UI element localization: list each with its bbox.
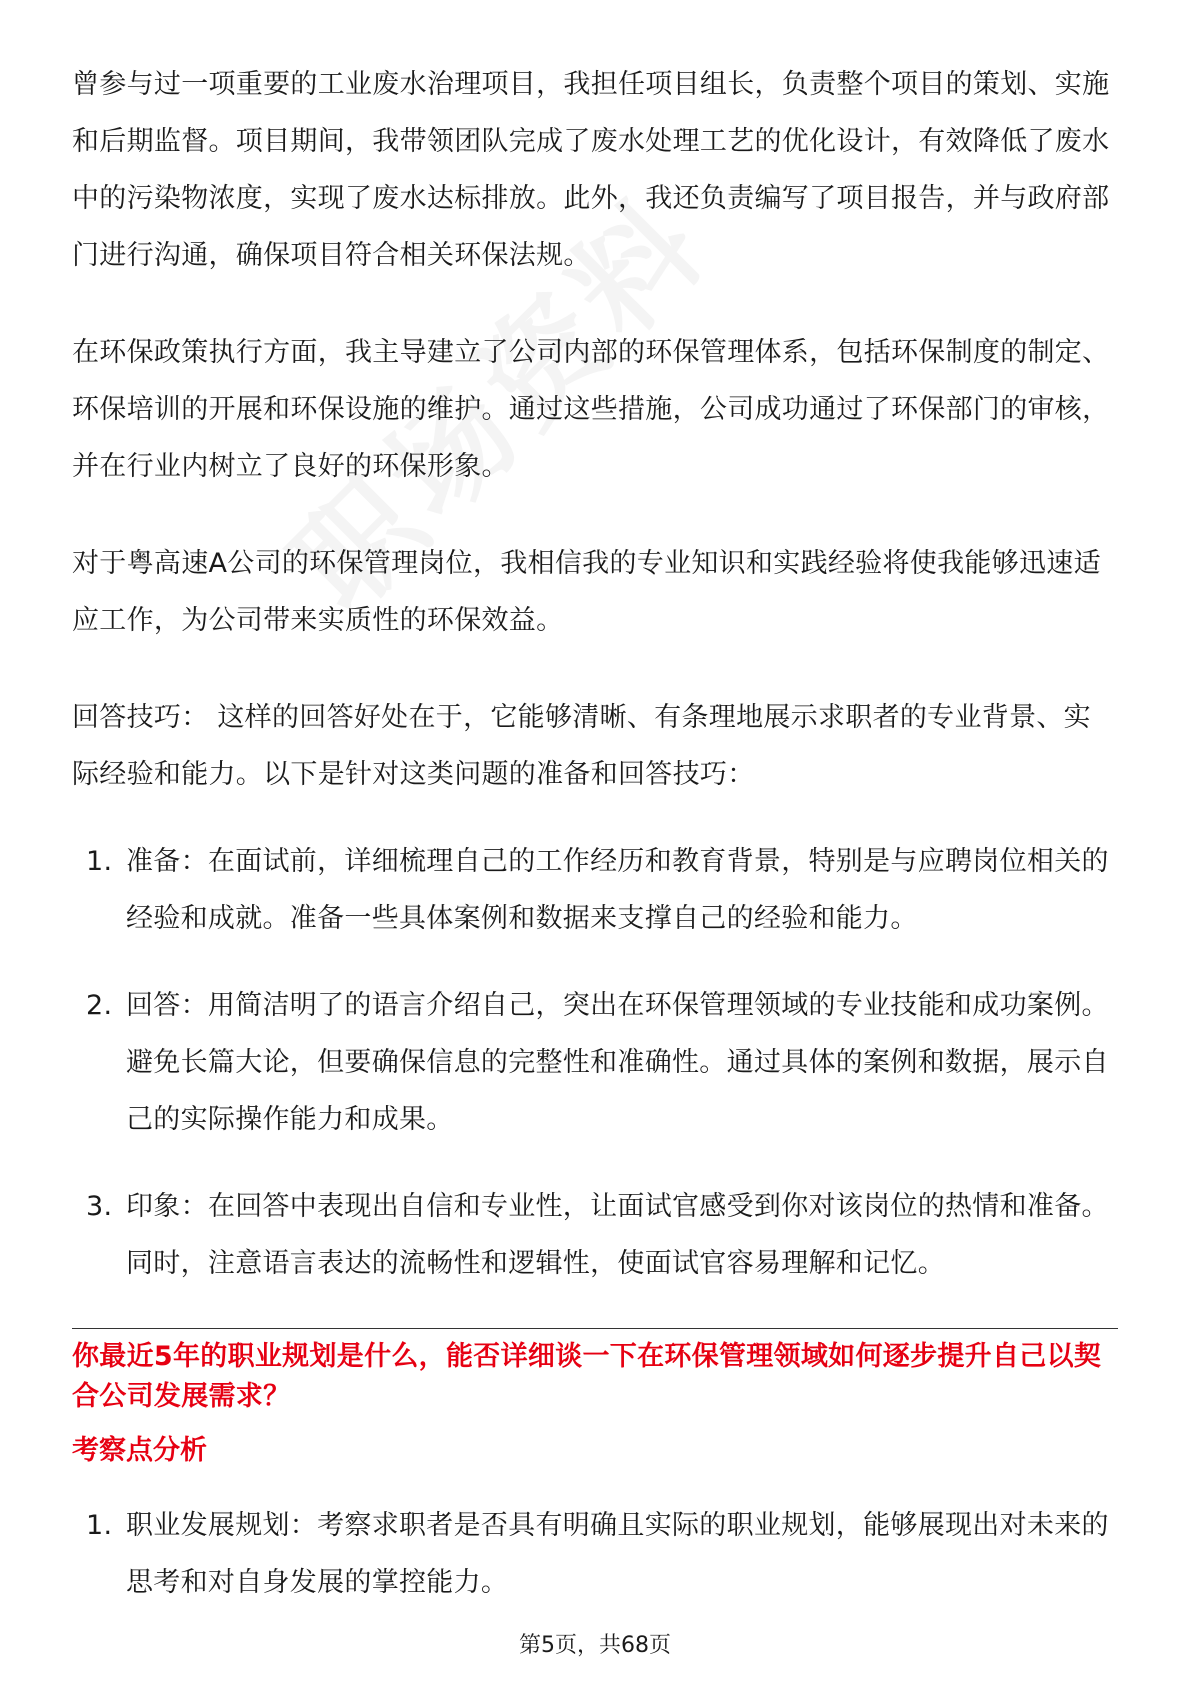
page-footer: 第5页，共68页 [519,1633,671,1658]
list-number: 3. [86,1191,113,1222]
paragraph-policy-execution: 在环保政策执行方面，我主导建立了公司内部的环保管理体系，包括环保制度的制定、环保培训的开展和环保设施的维护。通过这些措施，公司成功通过了环保部门的审核，并在行业内树立了良好的环保形象。 [72,337,1110,482]
list-item [72,1178,1118,1292]
list-number: 2. [86,990,113,1021]
list-item [72,977,1118,1148]
paragraph-project-experience: 曾参与过一项重要的工业废水治理项目，我担任项目组长，负责整个项目的策划、实施和后期监督。项目期间，我带领团队完成了废水处理工艺的优化设计，有效降低了废水中的污染物浓度，实现了废水达标排放。此外，我还负责编写了项目报告，并与政府部门进行沟通，确保项目符合相关环保法规。 [72,69,1110,271]
section-divider [72,1328,1118,1329]
list-item-text: 印象：在回答中表现出自信和专业性，让面试官感受到你对该岗位的热情和准备。同时，注意语言表达的流畅性和逻辑性，使面试官容易理解和记忆。 [126,1191,1109,1279]
question-heading: 你最近5年的职业规划是什么，能否详细谈一下在环保管理领域如何逐步提升自己以契合公司发展需求？ [72,1341,1102,1412]
page-content [72,56,1118,1647]
list-number: 1. [86,846,113,877]
list-item [72,833,1118,947]
paragraph-job-fit: 对于粤高速A公司的环保管理岗位，我相信我的专业知识和实践经验将使我能够迅速适应工作，为公司带来实质性的环保效益。 [72,548,1101,636]
list-item [72,1497,1118,1611]
analysis-list [72,1497,1118,1611]
list-item-text: 回答：用简洁明了的语言介绍自己，突出在环保管理领域的专业技能和成功案例。避免长篇大论，但要确保信息的完整性和准确性。通过具体的案例和数据，展示自己的实际操作能力和成果。 [126,990,1109,1135]
analysis-heading: 考察点分析 [72,1435,207,1466]
list-number: 1. [86,1510,113,1541]
paragraph-answer-tips: 回答技巧： 这样的回答好处在于，它能够清晰、有条理地展示求职者的专业背景、实际经验和能力。以下是针对这类问题的准备和回答技巧： [72,702,1091,790]
tips-list [72,833,1118,1292]
list-item-text: 准备：在面试前，详细梳理自己的工作经历和教育背景，特别是与应聘岗位相关的经验和成就。准备一些具体案例和数据来支撑自己的经验和能力。 [126,846,1109,934]
list-item-text: 职业发展规划：考察求职者是否具有明确且实际的职业规划，能够展现出对未来的思考和对自身发展的掌控能力。 [126,1510,1109,1598]
